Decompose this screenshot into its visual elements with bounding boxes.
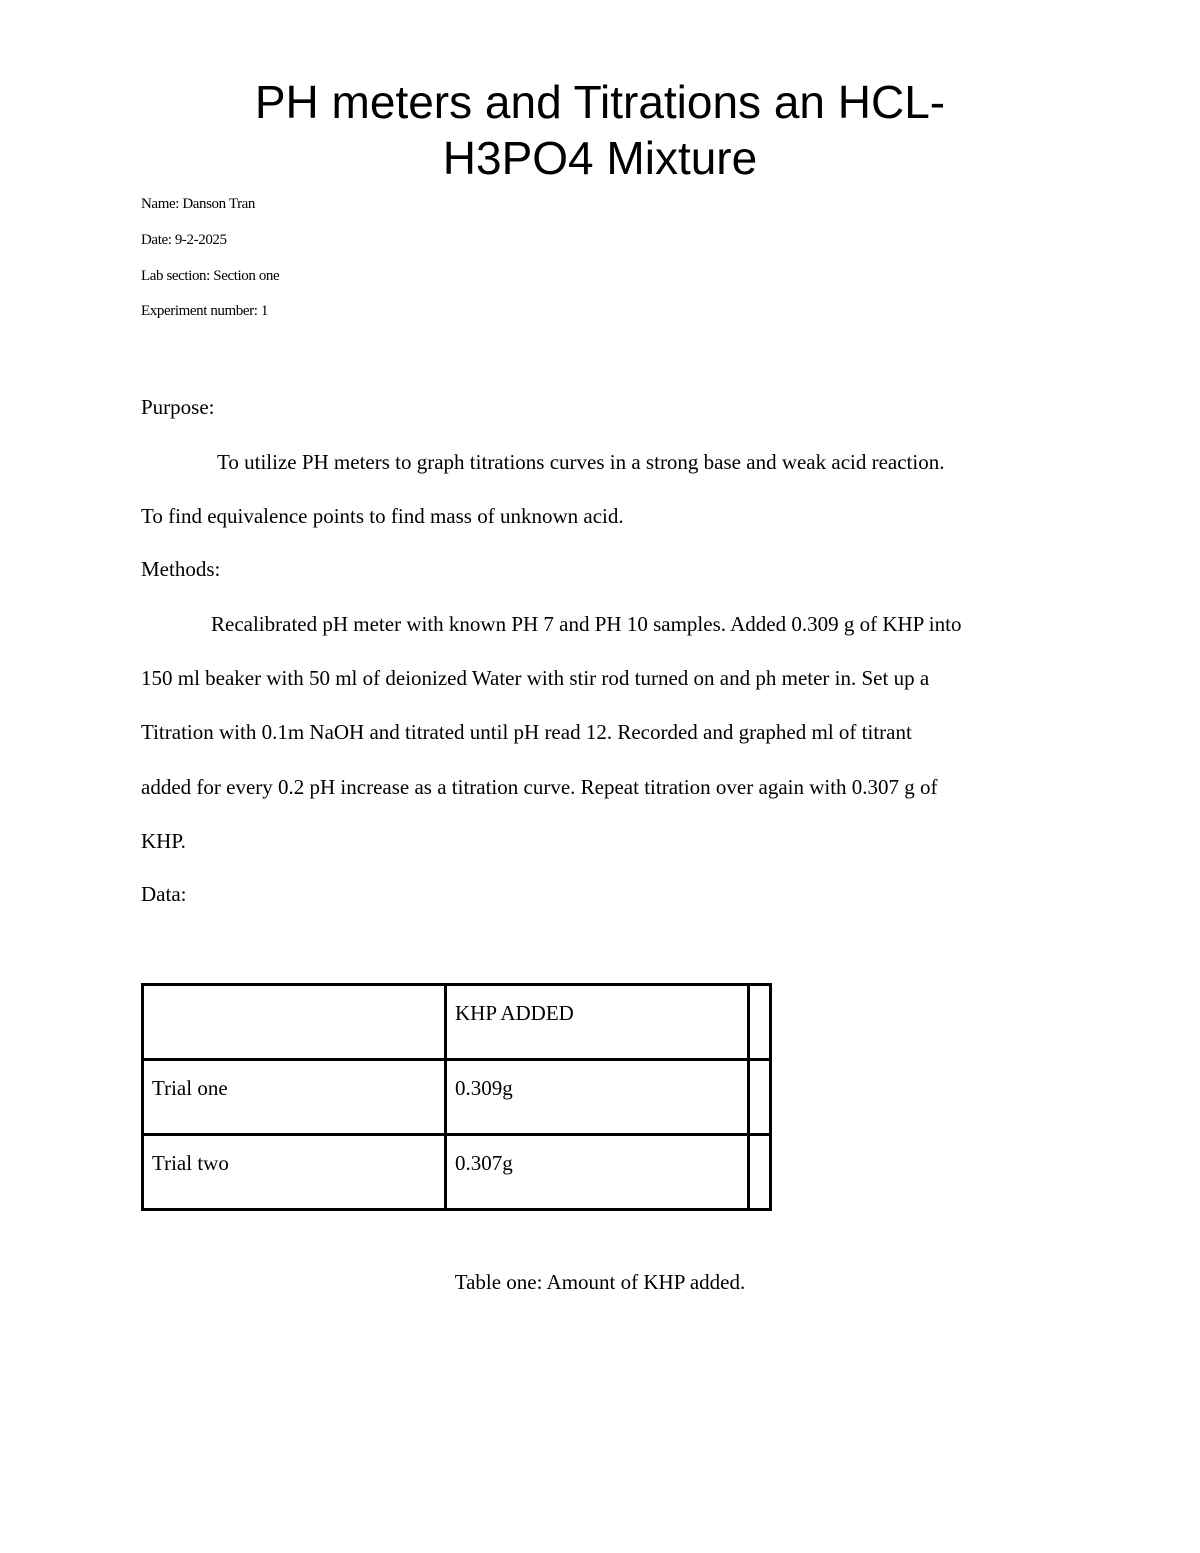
khp-data-table (141, 983, 772, 1211)
methods-line-5: KHP. (141, 829, 186, 853)
purpose-heading: Purpose: (141, 395, 215, 419)
table-header-row (143, 985, 771, 1060)
table-cell (143, 985, 446, 1060)
purpose-line-2: To find equivalence points to find mass of unknown acid. (141, 504, 624, 528)
methods-line-2: 150 ml beaker with 50 ml of deionized Water with stir rod turned on and ph meter in. Set up a (141, 666, 930, 690)
table-header-khp-added: KHP ADDED (446, 985, 749, 1060)
meta-lab-section: Lab section: Section one (141, 268, 280, 284)
table-cell-khp-value: 0.309g (446, 1060, 749, 1135)
methods-line-4: added for every 0.2 pH increase as a titration curve. Repeat titration over again with 0.307 g of (141, 775, 938, 799)
document-title (0, 74, 1200, 186)
table-row (143, 1135, 771, 1210)
meta-experiment-number: Experiment number: 1 (141, 303, 268, 319)
table-cell-trial-label: Trial two (143, 1135, 446, 1210)
table-cell (749, 1060, 771, 1135)
title-line-2: H3PO4 Mixture (442, 132, 758, 184)
title-line-1: PH meters and Titrations an HCL- (254, 76, 946, 128)
meta-name: Name: Danson Tran (141, 196, 256, 212)
table-row (143, 1060, 771, 1135)
table-cell (749, 985, 771, 1060)
purpose-line-1: To utilize PH meters to graph titrations curves in a strong base and weak acid reaction. (217, 450, 945, 474)
table-cell (749, 1135, 771, 1210)
table-cell-khp-value: 0.307g (446, 1135, 749, 1210)
meta-date: Date: 9-2-2025 (141, 232, 227, 248)
data-heading: Data: (141, 882, 187, 906)
table-cell-trial-label: Trial one (143, 1060, 446, 1135)
table-caption: Table one: Amount of KHP added. (454, 1270, 746, 1294)
methods-heading: Methods: (141, 557, 221, 581)
methods-line-1: Recalibrated pH meter with known PH 7 and PH 10 samples. Added 0.309 g of KHP into (211, 612, 962, 636)
methods-line-3: Titration with 0.1m NaOH and titrated until pH read 12. Recorded and graphed ml of titrant (141, 720, 912, 744)
